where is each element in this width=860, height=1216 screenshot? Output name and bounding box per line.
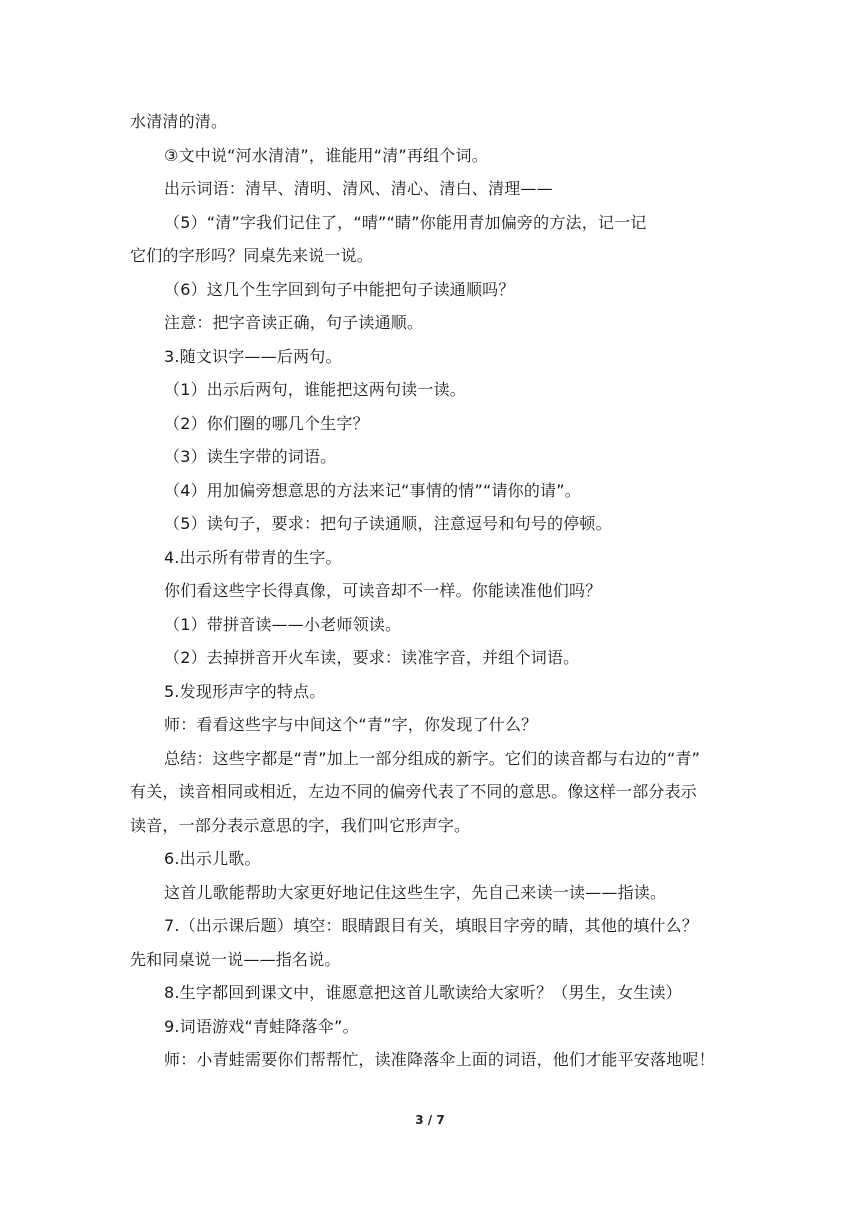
text-line: 7.（出示课后题）填空：眼睛跟目有关，填眼目字旁的睛，其他的填什么？ [164, 916, 699, 935]
text-line: （2）你们圈的哪几个生字？ [164, 413, 369, 433]
document-body [130, 105, 740, 1077]
text-line: 你们看这些字长得真像，可读音却不一样。你能读准他们吗？ [164, 581, 602, 600]
text-line: （5）读句子，要求：把句子读通顺，注意逗号和句号的停顿。 [164, 514, 612, 533]
text-line: ③文中说“河水清清”，谁能用“清”再组个词。 [164, 145, 488, 165]
text-line: 师：小青蛙需要你们帮帮忙，读准降落伞上面的词语，他们才能平安落地呢！ [164, 1050, 715, 1069]
page-number: 3 / 7 [415, 1113, 445, 1127]
text-line: 注意：把字音读正确，句子读通顺。 [164, 313, 424, 332]
text-line: 9.词语游戏“青蛙降落伞”。 [164, 1016, 359, 1036]
text-line: 有关，读音相同或相近，左边不同的偏旁代表了不同的意思。像这样一部分表示 [130, 782, 698, 801]
text-line: （5）“清”字我们记住了，“晴”“睛”你能用青加偏旁的方法，记一记 [164, 212, 647, 232]
text-line: 6.出示儿歌。 [164, 849, 261, 868]
text-line: 师：看看这些字与中间这个“青”字，你发现了什么？ [164, 715, 538, 734]
text-line: 它们的字形吗？同桌先来说一说。 [130, 246, 374, 265]
text-line: 这首儿歌能帮助大家更好地记住这些生字，先自己来读一读——指读。 [164, 882, 667, 902]
text-line: （4）用加偏旁想意思的方法来记“事情的情”“请你的请”。 [164, 480, 581, 500]
text-line: 3.随文识字——后两句。 [164, 346, 342, 366]
text-line: 5.发现形声字的特点。 [164, 681, 326, 701]
text-line: （6）这几个生字回到句子中能把句子读通顺吗？ [164, 279, 515, 299]
text-line: 8.生字都回到课文中，谁愿意把这首儿歌读给大家听？（男生，女生读） [164, 983, 682, 1002]
text-line: 先和同桌说一说——指名说。 [130, 949, 341, 969]
text-line: 4.出示所有带青的生字。 [164, 547, 342, 567]
text-line: 出示词语：清早、清明、清风、清心、清白、清理—— [164, 179, 553, 198]
text-line: 水清清的清。 [130, 112, 228, 131]
text-line: （1）出示后两句，谁能把这两句读一读。 [164, 380, 466, 399]
text-line: 读音，一部分表示意思的字，我们叫它形声字。 [130, 815, 471, 835]
text-line: （3）读生字带的词语。 [164, 447, 337, 466]
text-line: （2）去掉拼音开火车读，要求：读准字音，并组个词语。 [164, 648, 580, 667]
text-line: （1）带拼音读——小老师领读。 [164, 614, 402, 634]
text-line: 总结：这些字都是“青”加上一部分组成的新字。它们的读音都与右边的“青” [164, 748, 701, 768]
